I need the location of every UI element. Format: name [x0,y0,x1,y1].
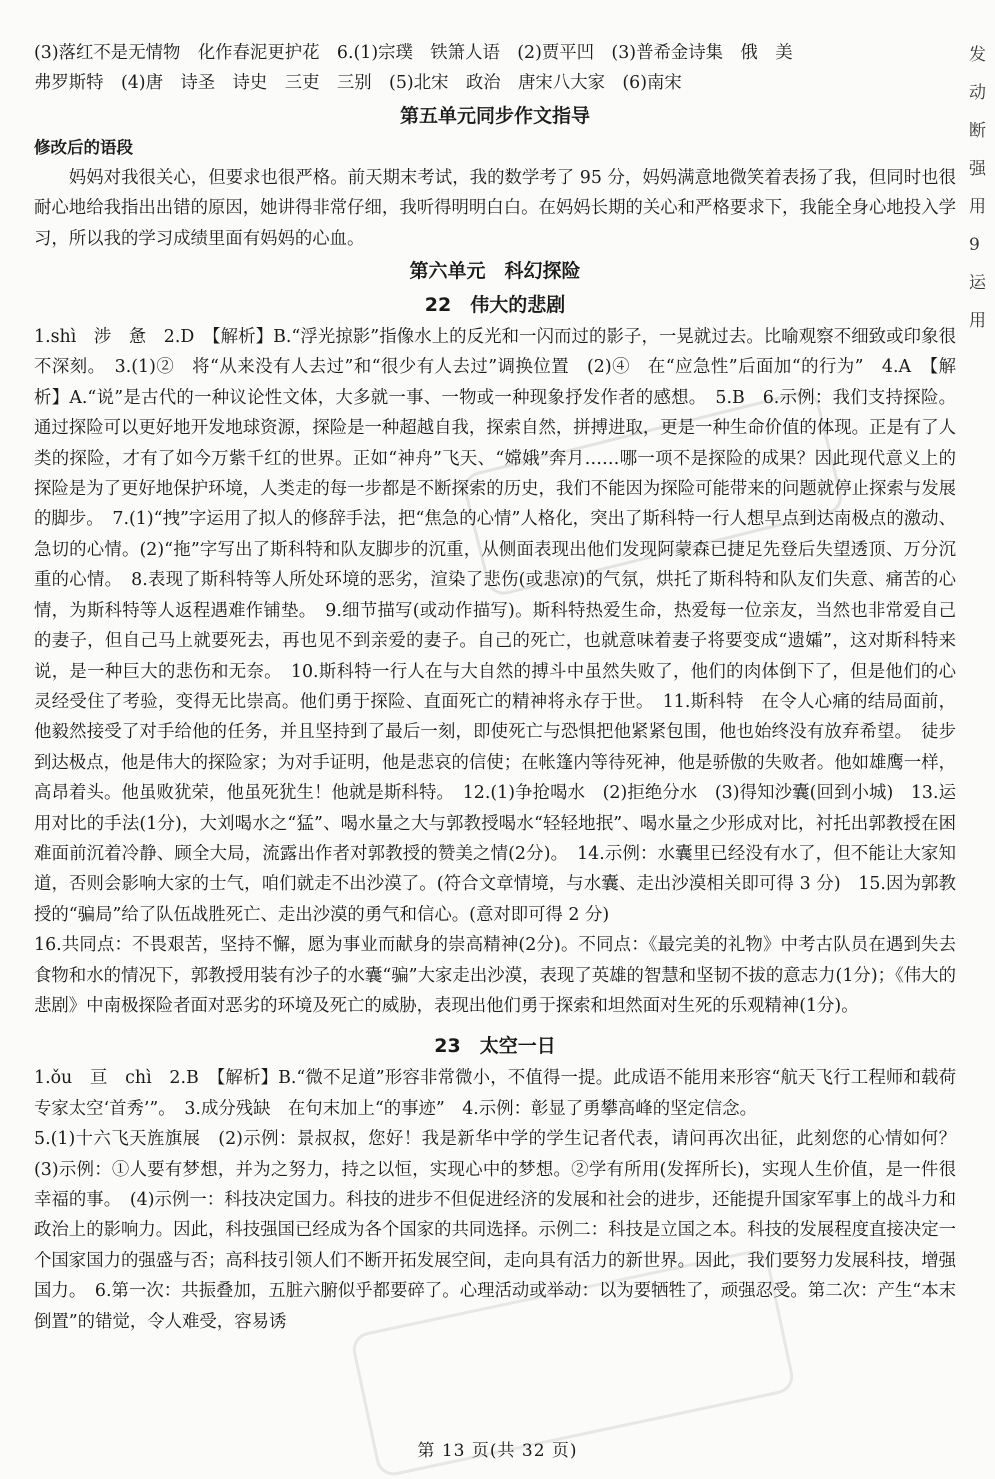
unit5-paragraph: 妈妈对我很关心，但要求也很严格。前天期末考试，我的数学考了 95 分，妈妈满意地微笑着表扬了我，但同时也很耐心地给我指出出错的原因，她讲得非常仔细，我听得明明白白。在妈妈长期的关心和严格要求下，我能全身心地投入学习，所以我的学习成绩里面有妈妈的心血。 [34,167,956,249]
edge-char: 用 [969,197,986,217]
page-number-footer: 第 13 页(共 32 页) [417,1441,578,1461]
edge-char: 强 [969,159,986,179]
lesson22-title: 22 伟大的悲剧 [424,294,566,317]
lesson22-answer-16: 16.共同点：不畏艰苦，坚持不懈，愿为事业而献身的崇高精神(2分)。不同点：《最完美的礼物》中考古队员在遇到失去食物和水的情况下，郭教授用装有沙子的水囊“骗”大家走出沙漠，表现了英雄的智慧和坚韧不拔的意志力(1分)；《伟大的悲剧》中南极探险者面对恶劣的环境及死亡的威胁，表现出他们勇于探索和坦然面对生死的乐观精神(1分)。 [34,935,956,1016]
edge-char: 断 [969,121,986,141]
edge-char: 发 [969,45,986,65]
lesson22-answers: 1.shì 涉 惫 2.D 【解析】B.“浮光掠影”指像水上的反光和一闪而过的影子，一晃就过去。比喻观察不细致或印象很不深刻。 3.(1)② 将“从来没有人去过”和“很少有人去过”调换位置 (2)④ 在“应急性”后面加“的行为” 4.A 【解析】A.“说”是古代的一种议论性文体，大多就一事、一物或一种现象抒发作者的感想。 5.B 6.示例：我们支持探险。通过探险可以更好地开发地球资源，探险是一种超越自我，探索自然，拼搏进取，更是一种生命价值的体现。正是有了人类的探险，才有了如今万紫千红的世界。正如“神舟”飞天、“嫦娥”奔月……哪一项不是探险的成果？因此现代意义上的探险是为了更好地保护环境，人类走的每一步都是不断探索的历史，我们不能因为探险可能带来的问题就停止探索与发展的脚步。 7.(1)“拽”字运用了拟人的修辞手法，把“焦急的心情”人格化，突出了斯科特一行人想早点到达南极点的激动、急切的心情。(2)“拖”字写出了斯科特和队友脚步的沉重，从侧面表现出他们发现阿蒙森已捷足先登后失望透顶、万分沉重的心情。 8.表现了斯科特等人所处环境的恶劣，渲染了悲伤(或悲凉)的气氛，烘托了斯科特和队友们失意、痛苦的心情，为斯科特等人返程遇难作铺垫。 9.细节描写(或动作描写)。斯科特热爱生命，热爱每一位亲友，当然也非常爱自己的妻子，但自己马上就要死去，再也见不到亲爱的妻子。自己的死亡，也就意味着妻子将要变成“遗孀”，这对斯科特来说，是一种巨大的悲伤和无奈。 10.斯科特一行人在与大自然的搏斗中虽然失败了，他们的肉体倒下了，但是他们的心灵经受住了考验，变得无比崇高。他们勇于探险、直面死亡的精神将永存于世。 11.斯科特 在令人心痛的结局面前，他毅然接受了对手给他的任务，并且坚持到了最后一刻，即使死亡与恐惧把他紧紧包围，他也始终没有放弃希望。 徒步到达极点，他是伟大的探险家；为对手证明，他是悲哀的信使；在帐篷内等待死神，他是骄傲的失败者。他如雄鹰一样，高昂着头。他虽败犹荣，他虽死犹生！他就是斯科特。 12.(1)争抢喝水 (2)拒绝分水 (3)得知沙囊(回到小城) 13.运用对比的手法(1分)，大刘喝水之“猛”、喝水量之大与郭教授喝水“轻轻地抿”、喝水量之少形成对比，衬托出郭教授在困难面前沉着冷静、顾全大局，流露出作者对郭教授的赞美之情(2分)。 14.示例：水囊里已经没有水了，但不能让大家知道，否则会影响大家的士气，咱们就走不出沙漠了。(符合文章情境，与水囊、走出沙漠相关即可得 3 分) 15.因为郭教授的“骗局”给了队伍战胜死亡、走出沙漠的勇气和信心。(意对即可得 2 分) [34,327,956,925]
answer-page [34,38,974,1337]
edge-char: 用 [969,311,986,331]
lesson23-answers-1-4: 1.ǒu 亘 chì 2.B 【解析】B.“微不足道”形容非常微小，不值得一提。此成语不能用来形容“航天飞行工程师和载荷专家太空‘首秀’”。 3.成分残缺 在句末加上“的事迹” 4.示例：彰显了勇攀高峰的坚定信念。 [34,1068,956,1119]
adjacent-page-edge [969,36,995,856]
edge-char: 动 [969,83,986,103]
unit5-subtitle: 修改后的语段 [34,137,133,157]
top-line-2: 弗罗斯特 (4)唐 诗圣 诗史 三吏 三别 (5)北宋 政治 唐宋八大家 (6)南宋 [34,73,682,94]
edge-char: 运 [969,273,986,293]
unit5-title: 第五单元同步作文指导 [399,104,590,127]
edge-char: 9 [969,235,980,255]
unit6-title: 第六单元 科幻探险 [409,260,581,283]
top-line-1: (3)落红不是无情物 化作春泥更护花 6.(1)宗璞 铁箫人语 (2)贾平凹 (3)普希金诗集 俄 美 [34,43,793,63]
lesson23-title: 23 太空一日 [434,1035,556,1058]
lesson23-answers-5-6: 5.(1)十六飞天旌旗展 (2)示例：景叔叔，您好！我是新华中学的学生记者代表，请问再次出征，此刻您的心情如何？ (3)示例：①人要有梦想，并为之努力，持之以恒，实现心中的梦想。②学有所用(发挥所长)，实现人生价值，是一件很幸福的事。 (4)示例一：科技决定国力。科技的进步不但促进经济的发展和社会的进步，还能提升国家军事上的战斗力和政治上的影响力。因此，科技强国已经成为各个国家的共同选择。示例二：科技是立国之本。科技的发展程度直接决定一个国家国力的强盛与否；高科技引领人们不断开拓发展空间，走向具有活力的新世界。因此，我们要努力发展科技，增强国力。 6.第一次：共振叠加，五脏六腑似乎都要碎了。心理活动或举动：以为要牺牲了，顽强忍受。第二次：产生“本末倒置”的错觉，令人难受，容易诱 [34,1129,974,1332]
